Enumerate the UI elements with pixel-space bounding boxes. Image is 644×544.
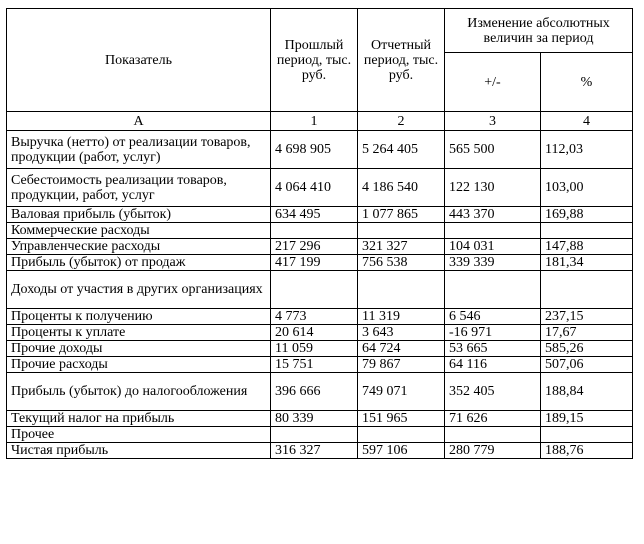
row-previous-cell: 4 773	[271, 309, 358, 325]
row-diff-cell: 280 779	[445, 443, 541, 459]
row-previous-cell: 417 199	[271, 255, 358, 271]
table-row	[7, 357, 633, 373]
row-pct-cell: 237,15	[541, 309, 633, 325]
row-diff-cell: 104 031	[445, 239, 541, 255]
row-previous-cell: 396 666	[271, 373, 358, 411]
row-current-cell: 5 264 405	[358, 131, 445, 169]
row-current-cell: 11 319	[358, 309, 445, 325]
row-pct-cell: 169,88	[541, 207, 633, 223]
row-current-cell	[358, 427, 445, 443]
row-diff-cell: 352 405	[445, 373, 541, 411]
row-name-cell: Чистая прибыль	[7, 443, 271, 459]
table-row	[7, 239, 633, 255]
document-page	[6, 8, 633, 459]
row-pct-cell: 585,26	[541, 341, 633, 357]
row-name-cell: Текущий налог на прибыль	[7, 411, 271, 427]
row-name-cell: Проценты к уплате	[7, 325, 271, 341]
row-name-cell: Управленческие расходы	[7, 239, 271, 255]
row-name-cell: Проценты к получению	[7, 309, 271, 325]
row-name-cell: Валовая прибыль (убыток)	[7, 207, 271, 223]
row-current-cell: 597 106	[358, 443, 445, 459]
row-diff-cell	[445, 223, 541, 239]
row-current-cell: 756 538	[358, 255, 445, 271]
row-diff-cell: 339 339	[445, 255, 541, 271]
row-diff-cell: -16 971	[445, 325, 541, 341]
row-current-cell: 749 071	[358, 373, 445, 411]
row-diff-cell: 53 665	[445, 341, 541, 357]
header-indicator: Показатель	[7, 9, 271, 112]
row-pct-cell: 147,88	[541, 239, 633, 255]
row-pct-cell: 103,00	[541, 169, 633, 207]
row-name-cell: Прочие расходы	[7, 357, 271, 373]
table-row	[7, 271, 633, 309]
row-current-cell: 3 643	[358, 325, 445, 341]
row-name-cell: Коммерческие расходы	[7, 223, 271, 239]
index-cell: 2	[358, 112, 445, 131]
row-pct-cell: 188,76	[541, 443, 633, 459]
row-diff-cell: 64 116	[445, 357, 541, 373]
row-pct-cell: 189,15	[541, 411, 633, 427]
row-previous-cell: 634 495	[271, 207, 358, 223]
table-row	[7, 169, 633, 207]
table-row	[7, 443, 633, 459]
row-pct-cell: 17,67	[541, 325, 633, 341]
index-cell: 4	[541, 112, 633, 131]
row-current-cell: 79 867	[358, 357, 445, 373]
row-pct-cell: 507,06	[541, 357, 633, 373]
row-pct-cell: 188,84	[541, 373, 633, 411]
index-cell: 1	[271, 112, 358, 131]
row-pct-cell: 181,34	[541, 255, 633, 271]
row-pct-cell	[541, 223, 633, 239]
row-pct-cell	[541, 271, 633, 309]
row-name-cell: Доходы от участия в других организациях	[7, 271, 271, 309]
row-diff-cell	[445, 427, 541, 443]
row-name-cell: Прибыль (убыток) от продаж	[7, 255, 271, 271]
table-row	[7, 255, 633, 271]
table-row	[7, 411, 633, 427]
table-row	[7, 309, 633, 325]
table-row	[7, 341, 633, 357]
table-row	[7, 223, 633, 239]
table-row	[7, 207, 633, 223]
header-pct-change: %	[541, 53, 633, 112]
row-current-cell: 321 327	[358, 239, 445, 255]
row-name-cell: Прочие доходы	[7, 341, 271, 357]
row-diff-cell: 71 626	[445, 411, 541, 427]
row-previous-cell: 15 751	[271, 357, 358, 373]
header-current-period: Отчетный период, тыс. руб.	[358, 9, 445, 112]
row-name-cell: Прибыль (убыток) до налогообложения	[7, 373, 271, 411]
row-pct-cell	[541, 427, 633, 443]
financial-results-table	[6, 8, 633, 459]
table-row	[7, 325, 633, 341]
table-row	[7, 131, 633, 169]
row-current-cell: 1 077 865	[358, 207, 445, 223]
header-abs-change: +/-	[445, 53, 541, 112]
header-previous-period: Прошлый период, тыс. руб.	[271, 9, 358, 112]
row-previous-cell: 217 296	[271, 239, 358, 255]
row-current-cell: 4 186 540	[358, 169, 445, 207]
row-previous-cell	[271, 427, 358, 443]
row-previous-cell: 20 614	[271, 325, 358, 341]
row-current-cell: 151 965	[358, 411, 445, 427]
table-row	[7, 427, 633, 443]
row-diff-cell	[445, 271, 541, 309]
row-name-cell: Себестоимость реализации товаров, продукции, работ, услуг	[7, 169, 271, 207]
row-previous-cell: 4 064 410	[271, 169, 358, 207]
index-cell: 3	[445, 112, 541, 131]
row-previous-cell: 80 339	[271, 411, 358, 427]
row-diff-cell: 565 500	[445, 131, 541, 169]
row-diff-cell: 122 130	[445, 169, 541, 207]
row-previous-cell: 4 698 905	[271, 131, 358, 169]
row-diff-cell: 6 546	[445, 309, 541, 325]
row-current-cell	[358, 223, 445, 239]
table-row	[7, 373, 633, 411]
index-cell: А	[7, 112, 271, 131]
row-name-cell: Прочее	[7, 427, 271, 443]
row-previous-cell	[271, 223, 358, 239]
row-current-cell: 64 724	[358, 341, 445, 357]
row-diff-cell: 443 370	[445, 207, 541, 223]
row-current-cell	[358, 271, 445, 309]
row-previous-cell: 11 059	[271, 341, 358, 357]
row-pct-cell: 112,03	[541, 131, 633, 169]
row-previous-cell: 316 327	[271, 443, 358, 459]
header-change: Изменение абсолютных величин за период	[445, 9, 633, 53]
row-previous-cell	[271, 271, 358, 309]
row-name-cell: Выручка (нетто) от реализации товаров, продукции (работ, услуг)	[7, 131, 271, 169]
